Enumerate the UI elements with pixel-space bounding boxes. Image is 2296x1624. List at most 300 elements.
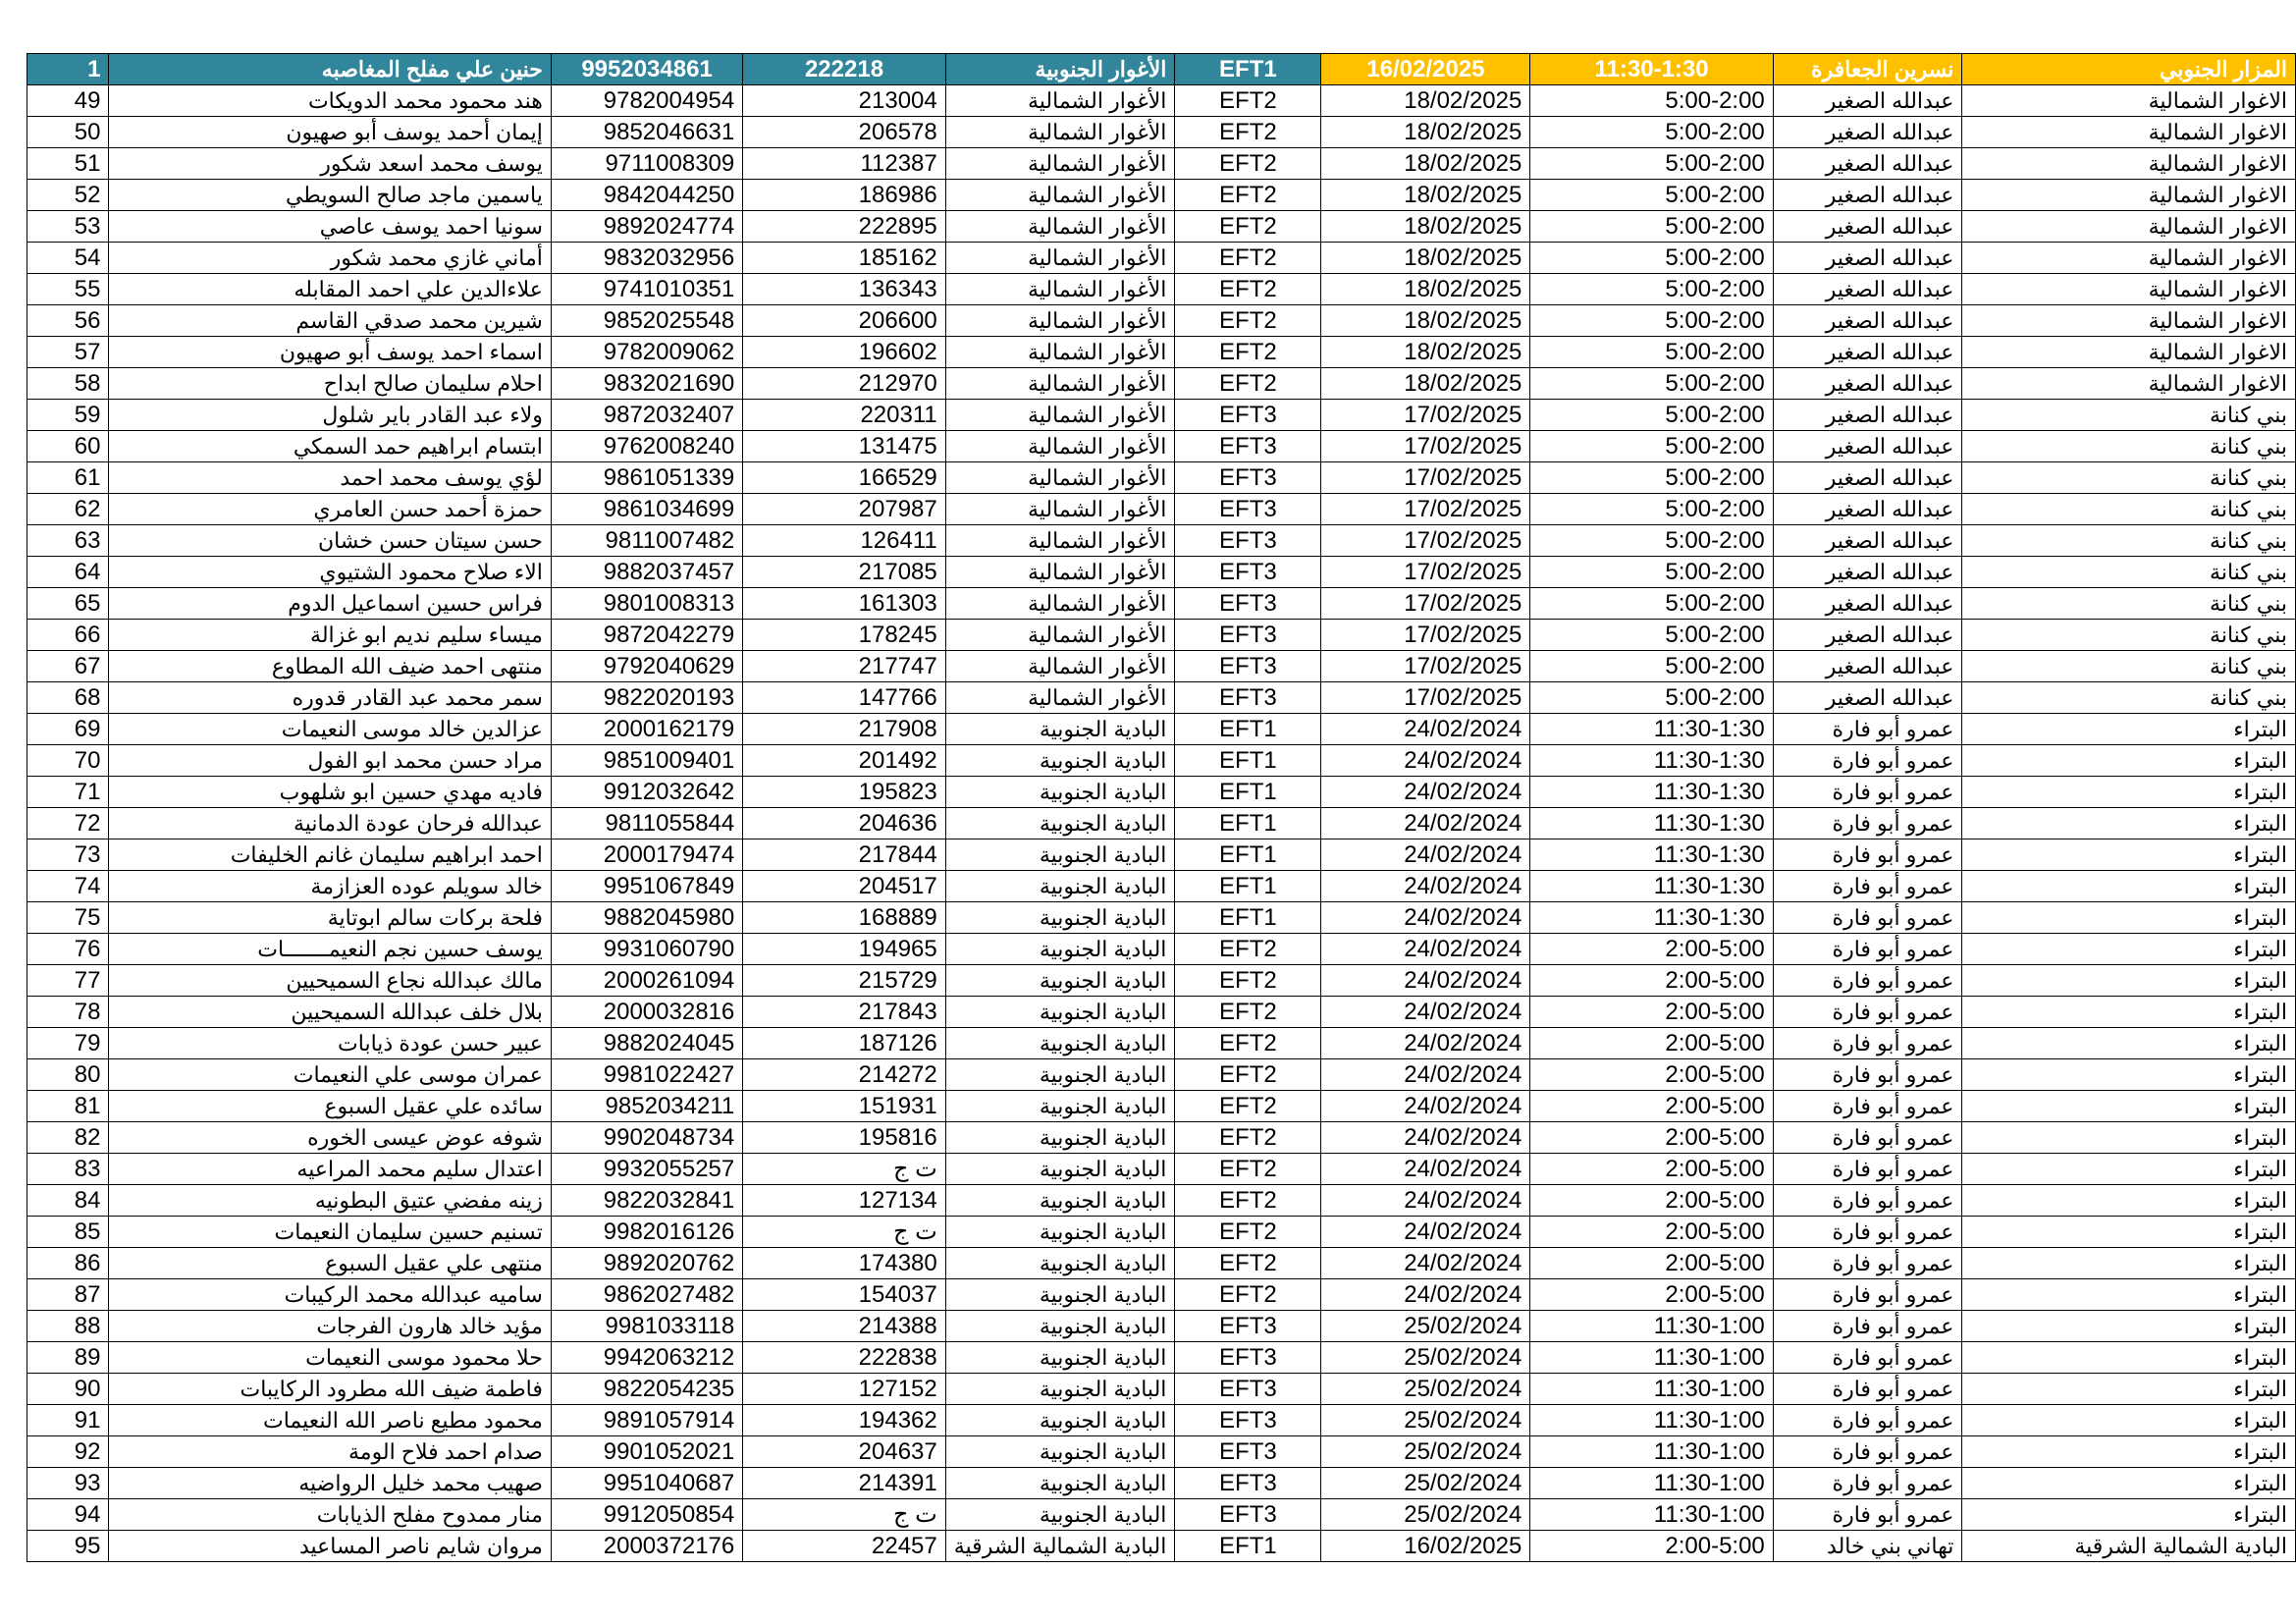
cell-directorate[interactable]: الأغوار الشمالية xyxy=(945,305,1175,337)
cell-no[interactable]: 69 xyxy=(27,714,109,745)
cell-date[interactable]: 24/02/2024 xyxy=(1321,997,1530,1028)
cell-no[interactable]: 74 xyxy=(27,871,109,902)
cell-national-id[interactable]: 9861051339 xyxy=(551,462,742,494)
cell-trainer[interactable]: عمرو أبو فارة xyxy=(1773,1059,1962,1091)
cell-name[interactable]: اعتدال سليم محمد المراعيه xyxy=(109,1154,551,1185)
cell-national-id[interactable]: 9942063212 xyxy=(551,1342,742,1374)
cell-directorate[interactable]: البادية الجنوبية xyxy=(945,1122,1175,1154)
cell-center[interactable]: بني كنانة xyxy=(1962,462,2296,494)
cell-center[interactable]: البتراء xyxy=(1962,1468,2296,1499)
cell-national-id[interactable]: 9912050854 xyxy=(551,1499,742,1531)
cell-time[interactable]: 5:00-2:00 xyxy=(1530,400,1773,431)
cell-no[interactable]: 63 xyxy=(27,525,109,557)
cell-no[interactable]: 87 xyxy=(27,1279,109,1311)
header-cell-code[interactable]: 222218 xyxy=(743,54,946,85)
cell-code[interactable]: 194965 xyxy=(743,934,946,965)
cell-date[interactable]: 25/02/2024 xyxy=(1321,1311,1530,1342)
cell-eft[interactable]: EFT3 xyxy=(1175,1499,1321,1531)
cell-center[interactable]: البتراء xyxy=(1962,1405,2296,1436)
cell-name[interactable]: بلال خلف عبدالله السميحيين xyxy=(109,997,551,1028)
cell-center[interactable]: بني كنانة xyxy=(1962,525,2296,557)
cell-directorate[interactable]: الأغوار الشمالية xyxy=(945,462,1175,494)
cell-time[interactable]: 5:00-2:00 xyxy=(1530,337,1773,368)
cell-time[interactable]: 2:00-5:00 xyxy=(1530,1028,1773,1059)
cell-no[interactable]: 55 xyxy=(27,274,109,305)
cell-eft[interactable]: EFT3 xyxy=(1175,494,1321,525)
cell-code[interactable]: 168889 xyxy=(743,902,946,934)
cell-center[interactable]: البتراء xyxy=(1962,1122,2296,1154)
cell-trainer[interactable]: عبدالله الصغير xyxy=(1773,274,1962,305)
cell-code[interactable]: 217844 xyxy=(743,839,946,871)
cell-code[interactable]: 112387 xyxy=(743,148,946,180)
cell-national-id[interactable]: 9882037457 xyxy=(551,557,742,588)
cell-time[interactable]: 2:00-5:00 xyxy=(1530,1154,1773,1185)
cell-name[interactable]: مراد حسن محمد ابو الفول xyxy=(109,745,551,777)
cell-eft[interactable]: EFT2 xyxy=(1175,1122,1321,1154)
cell-no[interactable]: 89 xyxy=(27,1342,109,1374)
cell-national-id[interactable]: 9902048734 xyxy=(551,1122,742,1154)
cell-no[interactable]: 50 xyxy=(27,117,109,148)
cell-center[interactable]: الاغوار الشمالية xyxy=(1962,211,2296,243)
cell-date[interactable]: 24/02/2024 xyxy=(1321,777,1530,808)
cell-trainer[interactable]: عبدالله الصغير xyxy=(1773,682,1962,714)
header-cell-directorate[interactable]: الأغوار الجنوبية xyxy=(945,54,1175,85)
cell-date[interactable]: 18/02/2025 xyxy=(1321,148,1530,180)
cell-no[interactable]: 78 xyxy=(27,997,109,1028)
cell-date[interactable]: 24/02/2024 xyxy=(1321,1279,1530,1311)
cell-code[interactable]: 186986 xyxy=(743,180,946,211)
cell-directorate[interactable]: البادية الجنوبية xyxy=(945,839,1175,871)
cell-no[interactable]: 54 xyxy=(27,243,109,274)
cell-eft[interactable]: EFT2 xyxy=(1175,85,1321,117)
cell-date[interactable]: 18/02/2025 xyxy=(1321,243,1530,274)
cell-code[interactable]: 151931 xyxy=(743,1091,946,1122)
cell-eft[interactable]: EFT2 xyxy=(1175,274,1321,305)
cell-eft[interactable]: EFT2 xyxy=(1175,934,1321,965)
cell-no[interactable]: 73 xyxy=(27,839,109,871)
cell-name[interactable]: عزالدين خالد موسى النعيمات xyxy=(109,714,551,745)
cell-date[interactable]: 18/02/2025 xyxy=(1321,211,1530,243)
cell-time[interactable]: 5:00-2:00 xyxy=(1530,651,1773,682)
cell-no[interactable]: 82 xyxy=(27,1122,109,1154)
cell-trainer[interactable]: عمرو أبو فارة xyxy=(1773,934,1962,965)
cell-no[interactable]: 85 xyxy=(27,1217,109,1248)
cell-time[interactable]: 11:30-1:30 xyxy=(1530,714,1773,745)
cell-center[interactable]: بني كنانة xyxy=(1962,588,2296,620)
cell-no[interactable]: 60 xyxy=(27,431,109,462)
cell-code[interactable]: 204636 xyxy=(743,808,946,839)
cell-national-id[interactable]: 9901052021 xyxy=(551,1436,742,1468)
cell-national-id[interactable]: 9741010351 xyxy=(551,274,742,305)
cell-name[interactable]: خالد سويلم عوده العزازمة xyxy=(109,871,551,902)
cell-code[interactable]: 206600 xyxy=(743,305,946,337)
cell-code[interactable]: 127152 xyxy=(743,1374,946,1405)
cell-code[interactable]: 212970 xyxy=(743,368,946,400)
cell-no[interactable]: 70 xyxy=(27,745,109,777)
cell-date[interactable]: 24/02/2024 xyxy=(1321,1028,1530,1059)
cell-code[interactable]: 222838 xyxy=(743,1342,946,1374)
cell-name[interactable]: يوسف حسين نجم النعيمـــــــات xyxy=(109,934,551,965)
cell-time[interactable]: 5:00-2:00 xyxy=(1530,557,1773,588)
cell-date[interactable]: 24/02/2024 xyxy=(1321,1248,1530,1279)
cell-no[interactable]: 66 xyxy=(27,620,109,651)
cell-national-id[interactable]: 9782004954 xyxy=(551,85,742,117)
cell-eft[interactable]: EFT2 xyxy=(1175,148,1321,180)
cell-trainer[interactable]: عمرو أبو فارة xyxy=(1773,808,1962,839)
cell-trainer[interactable]: عبدالله الصغير xyxy=(1773,211,1962,243)
cell-date[interactable]: 18/02/2025 xyxy=(1321,180,1530,211)
cell-eft[interactable]: EFT2 xyxy=(1175,211,1321,243)
cell-eft[interactable]: EFT2 xyxy=(1175,1028,1321,1059)
cell-name[interactable]: سائده علي عقيل السبوع xyxy=(109,1091,551,1122)
cell-name[interactable]: إيمان أحمد يوسف أبو صهيون xyxy=(109,117,551,148)
cell-trainer[interactable]: عمرو أبو فارة xyxy=(1773,1405,1962,1436)
cell-trainer[interactable]: عمرو أبو فارة xyxy=(1773,1279,1962,1311)
cell-time[interactable]: 5:00-2:00 xyxy=(1530,431,1773,462)
cell-center[interactable]: الاغوار الشمالية xyxy=(1962,243,2296,274)
cell-date[interactable]: 17/02/2025 xyxy=(1321,651,1530,682)
cell-center[interactable]: الاغوار الشمالية xyxy=(1962,368,2296,400)
cell-no[interactable]: 95 xyxy=(27,1531,109,1562)
cell-eft[interactable]: EFT2 xyxy=(1175,1279,1321,1311)
cell-center[interactable]: البتراء xyxy=(1962,808,2296,839)
cell-no[interactable]: 56 xyxy=(27,305,109,337)
cell-center[interactable]: بني كنانة xyxy=(1962,431,2296,462)
cell-center[interactable]: البتراء xyxy=(1962,1279,2296,1311)
cell-time[interactable]: 5:00-2:00 xyxy=(1530,588,1773,620)
cell-name[interactable]: سونيا احمد يوسف عاصي xyxy=(109,211,551,243)
cell-no[interactable]: 62 xyxy=(27,494,109,525)
cell-trainer[interactable]: عمرو أبو فارة xyxy=(1773,1436,1962,1468)
cell-name[interactable]: علاءالدين علي احمد المقابله xyxy=(109,274,551,305)
cell-national-id[interactable]: 9842044250 xyxy=(551,180,742,211)
cell-eft[interactable]: EFT3 xyxy=(1175,1311,1321,1342)
cell-eft[interactable]: EFT3 xyxy=(1175,651,1321,682)
cell-national-id[interactable]: 9882045980 xyxy=(551,902,742,934)
cell-time[interactable]: 5:00-2:00 xyxy=(1530,462,1773,494)
cell-national-id[interactable]: 9782009062 xyxy=(551,337,742,368)
cell-center[interactable]: البتراء xyxy=(1962,1374,2296,1405)
cell-name[interactable]: صهيب محمد خليل الرواضيه xyxy=(109,1468,551,1499)
cell-national-id[interactable]: 9912032642 xyxy=(551,777,742,808)
cell-national-id[interactable]: 9851009401 xyxy=(551,745,742,777)
cell-eft[interactable]: EFT2 xyxy=(1175,305,1321,337)
cell-national-id[interactable]: 9872032407 xyxy=(551,400,742,431)
cell-national-id[interactable]: 9882024045 xyxy=(551,1028,742,1059)
cell-name[interactable]: تسنيم حسين سليمان النعيمات xyxy=(109,1217,551,1248)
cell-trainer[interactable]: عمرو أبو فارة xyxy=(1773,1468,1962,1499)
cell-national-id[interactable]: 9852025548 xyxy=(551,305,742,337)
cell-date[interactable]: 24/02/2024 xyxy=(1321,934,1530,965)
cell-time[interactable]: 11:30-1:00 xyxy=(1530,1342,1773,1374)
cell-time[interactable]: 11:30-1:30 xyxy=(1530,808,1773,839)
cell-directorate[interactable]: الأغوار الشمالية xyxy=(945,368,1175,400)
cell-date[interactable]: 17/02/2025 xyxy=(1321,462,1530,494)
cell-date[interactable]: 18/02/2025 xyxy=(1321,337,1530,368)
cell-center[interactable]: بني كنانة xyxy=(1962,651,2296,682)
cell-name[interactable]: ساميه عبدالله محمد الركيبات xyxy=(109,1279,551,1311)
cell-no[interactable]: 84 xyxy=(27,1185,109,1217)
cell-date[interactable]: 17/02/2025 xyxy=(1321,431,1530,462)
cell-trainer[interactable]: عمرو أبو فارة xyxy=(1773,902,1962,934)
cell-date[interactable]: 18/02/2025 xyxy=(1321,117,1530,148)
cell-trainer[interactable]: عبدالله الصغير xyxy=(1773,337,1962,368)
cell-date[interactable]: 18/02/2025 xyxy=(1321,85,1530,117)
cell-directorate[interactable]: البادية الجنوبية xyxy=(945,1091,1175,1122)
cell-eft[interactable]: EFT3 xyxy=(1175,588,1321,620)
cell-national-id[interactable]: 9931060790 xyxy=(551,934,742,965)
cell-national-id[interactable]: 9822032841 xyxy=(551,1185,742,1217)
cell-code[interactable]: 217843 xyxy=(743,997,946,1028)
cell-time[interactable]: 11:30-1:00 xyxy=(1530,1499,1773,1531)
header-cell-center[interactable]: المزار الجنوبي xyxy=(1962,54,2296,85)
cell-directorate[interactable]: البادية الجنوبية xyxy=(945,1499,1175,1531)
cell-directorate[interactable]: الأغوار الشمالية xyxy=(945,620,1175,651)
cell-directorate[interactable]: البادية الجنوبية xyxy=(945,1185,1175,1217)
cell-national-id[interactable]: 9892024774 xyxy=(551,211,742,243)
cell-national-id[interactable]: 2000032816 xyxy=(551,997,742,1028)
cell-eft[interactable]: EFT3 xyxy=(1175,400,1321,431)
cell-name[interactable]: أماني غازي محمد شكور xyxy=(109,243,551,274)
cell-trainer[interactable]: عبدالله الصغير xyxy=(1773,462,1962,494)
cell-directorate[interactable]: الأغوار الشمالية xyxy=(945,400,1175,431)
cell-name[interactable]: فاديه مهدي حسين ابو شلهوب xyxy=(109,777,551,808)
cell-eft[interactable]: EFT3 xyxy=(1175,1468,1321,1499)
cell-date[interactable]: 24/02/2024 xyxy=(1321,871,1530,902)
cell-code[interactable]: 213004 xyxy=(743,85,946,117)
cell-directorate[interactable]: البادية الجنوبية xyxy=(945,1311,1175,1342)
cell-name[interactable]: احلام سليمان صالح ابداح xyxy=(109,368,551,400)
cell-code[interactable]: 204637 xyxy=(743,1436,946,1468)
cell-trainer[interactable]: عمرو أبو فارة xyxy=(1773,745,1962,777)
cell-time[interactable]: 11:30-1:00 xyxy=(1530,1436,1773,1468)
header-cell-date[interactable]: 16/02/2025 xyxy=(1321,54,1530,85)
cell-code[interactable]: 214388 xyxy=(743,1311,946,1342)
cell-name[interactable]: لؤي يوسف محمد احمد xyxy=(109,462,551,494)
cell-name[interactable]: احمد ابراهيم سليمان غانم الخليفات xyxy=(109,839,551,871)
cell-time[interactable]: 2:00-5:00 xyxy=(1530,997,1773,1028)
cell-eft[interactable]: EFT2 xyxy=(1175,117,1321,148)
cell-national-id[interactable]: 2000162179 xyxy=(551,714,742,745)
cell-date[interactable]: 25/02/2024 xyxy=(1321,1374,1530,1405)
cell-trainer[interactable]: عمرو أبو فارة xyxy=(1773,1311,1962,1342)
cell-national-id[interactable]: 9792040629 xyxy=(551,651,742,682)
cell-directorate[interactable]: الأغوار الشمالية xyxy=(945,117,1175,148)
cell-time[interactable]: 5:00-2:00 xyxy=(1530,148,1773,180)
cell-center[interactable]: البتراء xyxy=(1962,1154,2296,1185)
cell-name[interactable]: مروان شايم ناصر المساعيد xyxy=(109,1531,551,1562)
cell-time[interactable]: 5:00-2:00 xyxy=(1530,85,1773,117)
cell-trainer[interactable]: عبدالله الصغير xyxy=(1773,400,1962,431)
cell-center[interactable]: البتراء xyxy=(1962,714,2296,745)
cell-trainer[interactable]: عمرو أبو فارة xyxy=(1773,1154,1962,1185)
cell-eft[interactable]: EFT1 xyxy=(1175,808,1321,839)
cell-directorate[interactable]: الأغوار الشمالية xyxy=(945,148,1175,180)
cell-code[interactable]: 194362 xyxy=(743,1405,946,1436)
cell-directorate[interactable]: الأغوار الشمالية xyxy=(945,494,1175,525)
cell-time[interactable]: 5:00-2:00 xyxy=(1530,243,1773,274)
cell-no[interactable]: 58 xyxy=(27,368,109,400)
cell-name[interactable]: عبدالله فرحان عودة الدمانية xyxy=(109,808,551,839)
cell-no[interactable]: 49 xyxy=(27,85,109,117)
cell-directorate[interactable]: الأغوار الشمالية xyxy=(945,431,1175,462)
header-cell-trainer[interactable]: نسرين الجعافرة xyxy=(1773,54,1962,85)
cell-name[interactable]: منتهى علي عقيل السبوع xyxy=(109,1248,551,1279)
cell-eft[interactable]: EFT1 xyxy=(1175,902,1321,934)
cell-directorate[interactable]: البادية الجنوبية xyxy=(945,1342,1175,1374)
cell-eft[interactable]: EFT3 xyxy=(1175,682,1321,714)
cell-directorate[interactable]: البادية الجنوبية xyxy=(945,1279,1175,1311)
cell-date[interactable]: 25/02/2024 xyxy=(1321,1468,1530,1499)
cell-code[interactable]: 195823 xyxy=(743,777,946,808)
cell-time[interactable]: 11:30-1:00 xyxy=(1530,1374,1773,1405)
cell-time[interactable]: 2:00-5:00 xyxy=(1530,1217,1773,1248)
cell-trainer[interactable]: عمرو أبو فارة xyxy=(1773,1028,1962,1059)
cell-trainer[interactable]: عبدالله الصغير xyxy=(1773,525,1962,557)
cell-directorate[interactable]: الأغوار الشمالية xyxy=(945,588,1175,620)
cell-time[interactable]: 5:00-2:00 xyxy=(1530,180,1773,211)
cell-date[interactable]: 24/02/2024 xyxy=(1321,1122,1530,1154)
cell-time[interactable]: 5:00-2:00 xyxy=(1530,274,1773,305)
cell-time[interactable]: 11:30-1:00 xyxy=(1530,1311,1773,1342)
cell-eft[interactable]: EFT3 xyxy=(1175,1436,1321,1468)
cell-eft[interactable]: EFT1 xyxy=(1175,1531,1321,1562)
cell-name[interactable]: شوفه عوض عيسى الخوره xyxy=(109,1122,551,1154)
cell-directorate[interactable]: الأغوار الشمالية xyxy=(945,557,1175,588)
cell-time[interactable]: 5:00-2:00 xyxy=(1530,525,1773,557)
cell-center[interactable]: الاغوار الشمالية xyxy=(1962,148,2296,180)
cell-directorate[interactable]: البادية الجنوبية xyxy=(945,902,1175,934)
cell-time[interactable]: 5:00-2:00 xyxy=(1530,117,1773,148)
cell-name[interactable]: شيرين محمد صدقي القاسم xyxy=(109,305,551,337)
cell-no[interactable]: 57 xyxy=(27,337,109,368)
cell-trainer[interactable]: تهاني بني خالد xyxy=(1773,1531,1962,1562)
cell-code[interactable]: 207987 xyxy=(743,494,946,525)
cell-no[interactable]: 68 xyxy=(27,682,109,714)
cell-trainer[interactable]: عمرو أبو فارة xyxy=(1773,997,1962,1028)
cell-trainer[interactable]: عمرو أبو فارة xyxy=(1773,871,1962,902)
cell-code[interactable]: 195816 xyxy=(743,1122,946,1154)
cell-national-id[interactable]: 2000179474 xyxy=(551,839,742,871)
cell-center[interactable]: البتراء xyxy=(1962,1185,2296,1217)
cell-eft[interactable]: EFT3 xyxy=(1175,1405,1321,1436)
cell-name[interactable]: الاء صلاح محمود الشتيوي xyxy=(109,557,551,588)
cell-center[interactable]: الاغوار الشمالية xyxy=(1962,117,2296,148)
cell-name[interactable]: عبير حسن عودة ذيابات xyxy=(109,1028,551,1059)
cell-center[interactable]: البتراء xyxy=(1962,1436,2296,1468)
cell-directorate[interactable]: البادية الجنوبية xyxy=(945,714,1175,745)
cell-directorate[interactable]: البادية الجنوبية xyxy=(945,965,1175,997)
cell-code[interactable]: 147766 xyxy=(743,682,946,714)
cell-time[interactable]: 11:30-1:30 xyxy=(1530,902,1773,934)
cell-directorate[interactable]: البادية الجنوبية xyxy=(945,1217,1175,1248)
cell-directorate[interactable]: الأغوار الشمالية xyxy=(945,525,1175,557)
cell-national-id[interactable]: 9861034699 xyxy=(551,494,742,525)
cell-date[interactable]: 17/02/2025 xyxy=(1321,620,1530,651)
cell-directorate[interactable]: الأغوار الشمالية xyxy=(945,274,1175,305)
cell-directorate[interactable]: البادية الجنوبية xyxy=(945,997,1175,1028)
cell-national-id[interactable]: 9872042279 xyxy=(551,620,742,651)
cell-no[interactable]: 67 xyxy=(27,651,109,682)
cell-time[interactable]: 2:00-5:00 xyxy=(1530,1248,1773,1279)
cell-trainer[interactable]: عمرو أبو فارة xyxy=(1773,1217,1962,1248)
cell-trainer[interactable]: عمرو أبو فارة xyxy=(1773,1185,1962,1217)
cell-center[interactable]: البتراء xyxy=(1962,777,2296,808)
cell-code[interactable]: 178245 xyxy=(743,620,946,651)
cell-date[interactable]: 25/02/2024 xyxy=(1321,1405,1530,1436)
cell-national-id[interactable]: 9951040687 xyxy=(551,1468,742,1499)
cell-trainer[interactable]: عمرو أبو فارة xyxy=(1773,1499,1962,1531)
cell-code[interactable]: 166529 xyxy=(743,462,946,494)
cell-directorate[interactable]: الأغوار الشمالية xyxy=(945,243,1175,274)
cell-date[interactable]: 24/02/2024 xyxy=(1321,745,1530,777)
cell-eft[interactable]: EFT2 xyxy=(1175,1248,1321,1279)
cell-code[interactable]: 136343 xyxy=(743,274,946,305)
cell-trainer[interactable]: عبدالله الصغير xyxy=(1773,368,1962,400)
cell-center[interactable]: الاغوار الشمالية xyxy=(1962,180,2296,211)
cell-trainer[interactable]: عبدالله الصغير xyxy=(1773,431,1962,462)
cell-time[interactable]: 5:00-2:00 xyxy=(1530,305,1773,337)
cell-national-id[interactable]: 9981033118 xyxy=(551,1311,742,1342)
cell-national-id[interactable]: 2000261094 xyxy=(551,965,742,997)
cell-name[interactable]: فاطمة ضيف الله مطرود الركايبات xyxy=(109,1374,551,1405)
cell-no[interactable]: 64 xyxy=(27,557,109,588)
cell-name[interactable]: مؤيد خالد هارون الفرجات xyxy=(109,1311,551,1342)
cell-time[interactable]: 2:00-5:00 xyxy=(1530,1059,1773,1091)
cell-time[interactable]: 11:30-1:30 xyxy=(1530,839,1773,871)
cell-eft[interactable]: EFT2 xyxy=(1175,1217,1321,1248)
cell-name[interactable]: فراس حسين اسماعيل الدوم xyxy=(109,588,551,620)
cell-directorate[interactable]: البادية الجنوبية xyxy=(945,934,1175,965)
cell-no[interactable]: 72 xyxy=(27,808,109,839)
cell-code[interactable]: ت ج xyxy=(743,1217,946,1248)
cell-name[interactable]: حسن سيتان حسن خشان xyxy=(109,525,551,557)
cell-trainer[interactable]: عمرو أبو فارة xyxy=(1773,714,1962,745)
cell-center[interactable]: البتراء xyxy=(1962,1028,2296,1059)
cell-time[interactable]: 11:30-1:30 xyxy=(1530,745,1773,777)
cell-center[interactable]: البادية الشمالية الشرقية xyxy=(1962,1531,2296,1562)
cell-name[interactable]: محمود مطيع ناصر الله النعيمات xyxy=(109,1405,551,1436)
cell-name[interactable]: ميساء سليم نديم ابو غزالة xyxy=(109,620,551,651)
cell-eft[interactable]: EFT2 xyxy=(1175,1091,1321,1122)
cell-center[interactable]: بني كنانة xyxy=(1962,557,2296,588)
cell-eft[interactable]: EFT2 xyxy=(1175,997,1321,1028)
cell-time[interactable]: 2:00-5:00 xyxy=(1530,1531,1773,1562)
cell-trainer[interactable]: عمرو أبو فارة xyxy=(1773,1342,1962,1374)
cell-center[interactable]: الاغوار الشمالية xyxy=(1962,305,2296,337)
cell-directorate[interactable]: البادية الجنوبية xyxy=(945,1405,1175,1436)
cell-date[interactable]: 16/02/2025 xyxy=(1321,1531,1530,1562)
cell-time[interactable]: 5:00-2:00 xyxy=(1530,682,1773,714)
cell-code[interactable]: 214272 xyxy=(743,1059,946,1091)
cell-eft[interactable]: EFT3 xyxy=(1175,1374,1321,1405)
cell-date[interactable]: 24/02/2024 xyxy=(1321,1091,1530,1122)
cell-name[interactable]: اسماء احمد يوسف أبو صهيون xyxy=(109,337,551,368)
cell-no[interactable]: 81 xyxy=(27,1091,109,1122)
cell-date[interactable]: 24/02/2024 xyxy=(1321,1185,1530,1217)
cell-center[interactable]: بني كنانة xyxy=(1962,400,2296,431)
cell-eft[interactable]: EFT1 xyxy=(1175,777,1321,808)
cell-date[interactable]: 24/02/2024 xyxy=(1321,714,1530,745)
cell-code[interactable]: 174380 xyxy=(743,1248,946,1279)
cell-code[interactable]: 185162 xyxy=(743,243,946,274)
cell-date[interactable]: 25/02/2024 xyxy=(1321,1342,1530,1374)
cell-date[interactable]: 17/02/2025 xyxy=(1321,400,1530,431)
cell-trainer[interactable]: عمرو أبو فارة xyxy=(1773,965,1962,997)
cell-date[interactable]: 24/02/2024 xyxy=(1321,1154,1530,1185)
cell-center[interactable]: بني كنانة xyxy=(1962,494,2296,525)
cell-no[interactable]: 94 xyxy=(27,1499,109,1531)
